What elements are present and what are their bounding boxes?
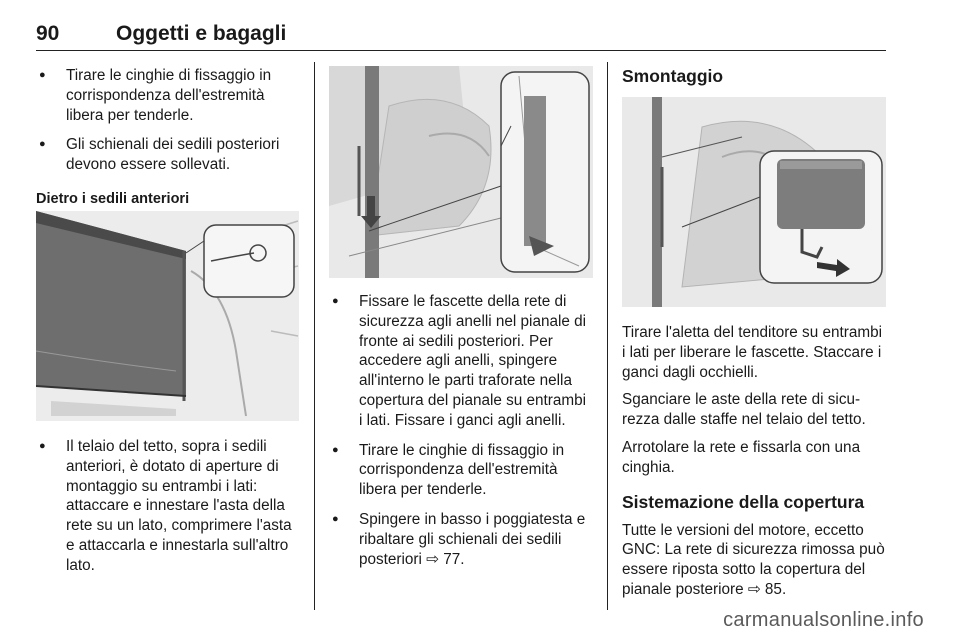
column-middle — [329, 62, 593, 579]
paragraph: Arrotolare la rete e fissarla con una cinghia. — [622, 438, 861, 476]
figure-roof-frame — [36, 211, 299, 421]
page-header — [36, 20, 886, 51]
column-divider — [314, 62, 315, 610]
column-right — [622, 62, 886, 608]
bullet-list — [36, 437, 301, 576]
list-item — [329, 510, 593, 569]
page-number: 90 — [36, 22, 60, 45]
list-item-text: Spingere in basso i poggiatesta e ribaltare gli schienali dei sedili posteriori — [359, 510, 586, 568]
bullet-list — [329, 292, 593, 569]
list-item: ● Tirare le cinghie di fissaggio in corrispondenza dell'estremità libera per tenderle. — [329, 441, 593, 500]
page-reference: ⇨ 85. — [747, 580, 787, 598]
section-heading-smontaggio: Smontaggio — [622, 66, 724, 86]
paragraph: Sganciare le aste della rete di sicu- rezza dalle staffe nel telaio del tetto. — [622, 391, 866, 429]
paragraph: Tirare l'aletta del tenditore su entrambi i lati per liberare le fascette. Staccare i ganci dagli occhielli. — [622, 324, 882, 381]
list-item: ● Gli schienali dei sedili posteriori devono essere sollevati. — [36, 135, 301, 175]
figure-floor-rings — [329, 66, 593, 278]
paragraph-text: Tutte le versioni del motore, eccetto GNC: La rete di sicurezza rimossa può essere riposta sotto la copertura del pianale posteriore — [622, 521, 885, 598]
subheading: Dietro i sedili anteriori — [36, 190, 190, 207]
column-divider — [607, 62, 608, 610]
bullet-list — [36, 66, 301, 175]
figure-removal — [622, 97, 886, 307]
page-title: Oggetti e bagagli — [116, 22, 287, 45]
watermark: carmanualsonline.info — [723, 609, 924, 631]
list-item: ● Tirare le cinghie di fissaggio in corrispondenza dell'estremità libera per tenderle. — [36, 66, 301, 125]
column-left — [36, 62, 301, 586]
list-item: ● Il telaio del tetto, sopra i sedili anteriori, è dotato di aperture di montaggio su entrambi i lati: attaccare e innestare l'asta della rete su un lato, comprimere l'asta e attaccarla e innestarla sull'altro lato. — [36, 437, 301, 576]
page-reference: ⇨ 77. — [426, 550, 465, 568]
paragraph — [622, 521, 886, 600]
list-item: ● Fissare le fascette della rete di sicurezza agli anelli nel pianale di fronte ai sedili posteriori. Per accedere agli anelli, spingere all'interno le parti traforate nella copertura del pianale su entrambi i lati. Fissare i ganci agli anelli. — [329, 292, 593, 431]
section-heading-copertura: Sistemazione della copertura — [622, 491, 865, 512]
